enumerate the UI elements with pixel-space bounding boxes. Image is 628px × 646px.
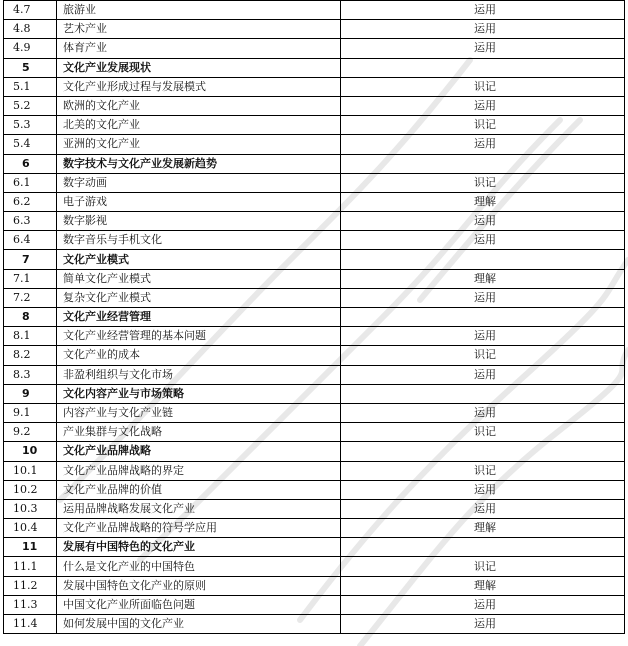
table-row [4,346,625,365]
level-cell [341,423,625,442]
requirement-level: 识记 [474,559,496,573]
table-row [4,192,625,211]
requirement-level: 识记 [474,118,496,132]
row-number: 10 [4,442,57,461]
level-cell [341,1,625,20]
section-title: 非盈利组织与文化市场 [57,365,341,384]
row-number: 9.1 [4,403,57,422]
row-number: 7.2 [4,288,57,307]
requirement-level: 运用 [474,22,496,36]
chapter-title: 文化产业品牌战略 [57,442,341,461]
level-cell [341,538,625,557]
chapter-title: 文化产业发展现状 [57,58,341,77]
table-row [4,269,625,288]
table-row [4,288,625,307]
requirement-level: 运用 [474,137,496,151]
row-number: 6 [4,154,57,173]
section-title: 北美的文化产业 [57,116,341,135]
row-number: 5 [4,58,57,77]
level-cell [341,595,625,614]
row-number: 4.8 [4,20,57,39]
section-title: 旅游业 [57,1,341,20]
table-row [4,77,625,96]
level-cell [341,461,625,480]
requirement-level: 识记 [474,425,496,439]
table-row [4,519,625,538]
level-cell [341,403,625,422]
table-row [4,231,625,250]
row-number: 10.2 [4,480,57,499]
requirement-level: 运用 [474,482,496,496]
row-number: 5.4 [4,135,57,154]
row-number: 10.4 [4,519,57,538]
level-cell [341,250,625,269]
requirement-level: 识记 [474,79,496,93]
level-cell [341,384,625,403]
table-row [4,1,625,20]
section-title: 文化产业品牌的价值 [57,480,341,499]
level-cell [341,212,625,231]
table-row [4,365,625,384]
table-row [4,173,625,192]
table-row [4,20,625,39]
row-number: 5.3 [4,116,57,135]
level-cell [341,327,625,346]
table-row [4,423,625,442]
level-cell [341,77,625,96]
row-number: 5.2 [4,96,57,115]
requirement-level: 理解 [474,194,496,208]
level-cell [341,154,625,173]
section-title: 亚洲的文化产业 [57,135,341,154]
level-cell [341,231,625,250]
row-number: 8.2 [4,346,57,365]
chapter-title: 发展有中国特色的文化产业 [57,538,341,557]
chapter-title: 数字技术与文化产业发展新趋势 [57,154,341,173]
section-title: 运用品牌战略发展文化产业 [57,499,341,518]
row-number: 5.1 [4,77,57,96]
section-title: 文化产业品牌战略的界定 [57,461,341,480]
section-title: 电子游戏 [57,192,341,211]
table-row [4,116,625,135]
table-row [4,135,625,154]
level-cell [341,135,625,154]
section-title: 数字动画 [57,173,341,192]
level-cell [341,308,625,327]
level-cell [341,499,625,518]
level-cell [341,39,625,58]
requirement-level: 运用 [474,290,496,304]
level-cell [341,96,625,115]
row-number: 9.2 [4,423,57,442]
requirement-level: 运用 [474,99,496,113]
row-number: 11.3 [4,595,57,614]
row-number: 10.1 [4,461,57,480]
chapter-row [4,384,625,403]
requirement-level: 运用 [474,501,496,515]
section-title: 内容产业与文化产业链 [57,403,341,422]
row-number: 8.3 [4,365,57,384]
chapter-title: 文化产业经营管理 [57,308,341,327]
table-row [4,480,625,499]
row-number: 4.7 [4,1,57,20]
requirement-level: 运用 [474,41,496,55]
row-number: 11.2 [4,576,57,595]
section-title: 文化产业形成过程与发展模式 [57,77,341,96]
row-number: 6.4 [4,231,57,250]
chapter-row [4,538,625,557]
table-row [4,403,625,422]
table-row [4,615,625,634]
section-title: 数字影视 [57,212,341,231]
table-row [4,39,625,58]
requirement-level: 运用 [474,233,496,247]
requirement-level: 运用 [474,367,496,381]
chapter-row [4,442,625,461]
row-number: 7.1 [4,269,57,288]
level-cell [341,58,625,77]
section-title: 体育产业 [57,39,341,58]
requirement-level: 理解 [474,521,496,535]
level-cell [341,192,625,211]
table-row [4,595,625,614]
level-cell [341,557,625,576]
level-cell [341,480,625,499]
level-cell [341,288,625,307]
requirement-level: 理解 [474,271,496,285]
requirement-level: 运用 [474,406,496,420]
table-row [4,576,625,595]
requirement-level: 运用 [474,597,496,611]
section-title: 欧洲的文化产业 [57,96,341,115]
row-number: 8.1 [4,327,57,346]
section-title: 复杂文化产业模式 [57,288,341,307]
requirement-level: 识记 [474,463,496,477]
section-title: 艺术产业 [57,20,341,39]
level-cell [341,116,625,135]
requirement-level: 运用 [474,329,496,343]
row-number: 11.1 [4,557,57,576]
section-title: 文化产业品牌战略的符号学应用 [57,519,341,538]
requirement-level: 运用 [474,617,496,631]
chapter-row [4,154,625,173]
row-number: 7 [4,250,57,269]
level-cell [341,346,625,365]
section-title: 中国文化产业所面临色问题 [57,595,341,614]
section-title: 数字音乐与手机文化 [57,231,341,250]
row-number: 6.3 [4,212,57,231]
row-number: 8 [4,308,57,327]
section-title: 什么是文化产业的中国特色 [57,557,341,576]
requirement-level: 运用 [474,214,496,228]
level-cell [341,20,625,39]
requirement-level: 识记 [474,348,496,362]
row-number: 11 [4,538,57,557]
row-number: 6.2 [4,192,57,211]
level-cell [341,519,625,538]
row-number: 4.9 [4,39,57,58]
row-number: 11.4 [4,615,57,634]
requirement-level: 识记 [474,175,496,189]
row-number: 6.1 [4,173,57,192]
level-cell [341,365,625,384]
section-title: 简单文化产业模式 [57,269,341,288]
row-number: 10.3 [4,499,57,518]
section-title: 发展中国特色文化产业的原则 [57,576,341,595]
table-row [4,461,625,480]
level-cell [341,269,625,288]
chapter-row [4,58,625,77]
level-cell [341,576,625,595]
table-row [4,96,625,115]
chapter-row [4,250,625,269]
table-row [4,499,625,518]
level-cell [341,615,625,634]
chapter-row [4,308,625,327]
level-cell [341,442,625,461]
section-title: 文化产业经营管理的基本问题 [57,327,341,346]
syllabus-table [3,0,625,634]
row-number: 9 [4,384,57,403]
section-title: 文化产业的成本 [57,346,341,365]
section-title: 产业集群与文化战略 [57,423,341,442]
table-row [4,212,625,231]
chapter-title: 文化内容产业与市场策略 [57,384,341,403]
requirement-level: 理解 [474,578,496,592]
requirement-level: 运用 [474,3,496,17]
level-cell [341,173,625,192]
table-row [4,327,625,346]
chapter-title: 文化产业模式 [57,250,341,269]
section-title: 如何发展中国的文化产业 [57,615,341,634]
table-row [4,557,625,576]
